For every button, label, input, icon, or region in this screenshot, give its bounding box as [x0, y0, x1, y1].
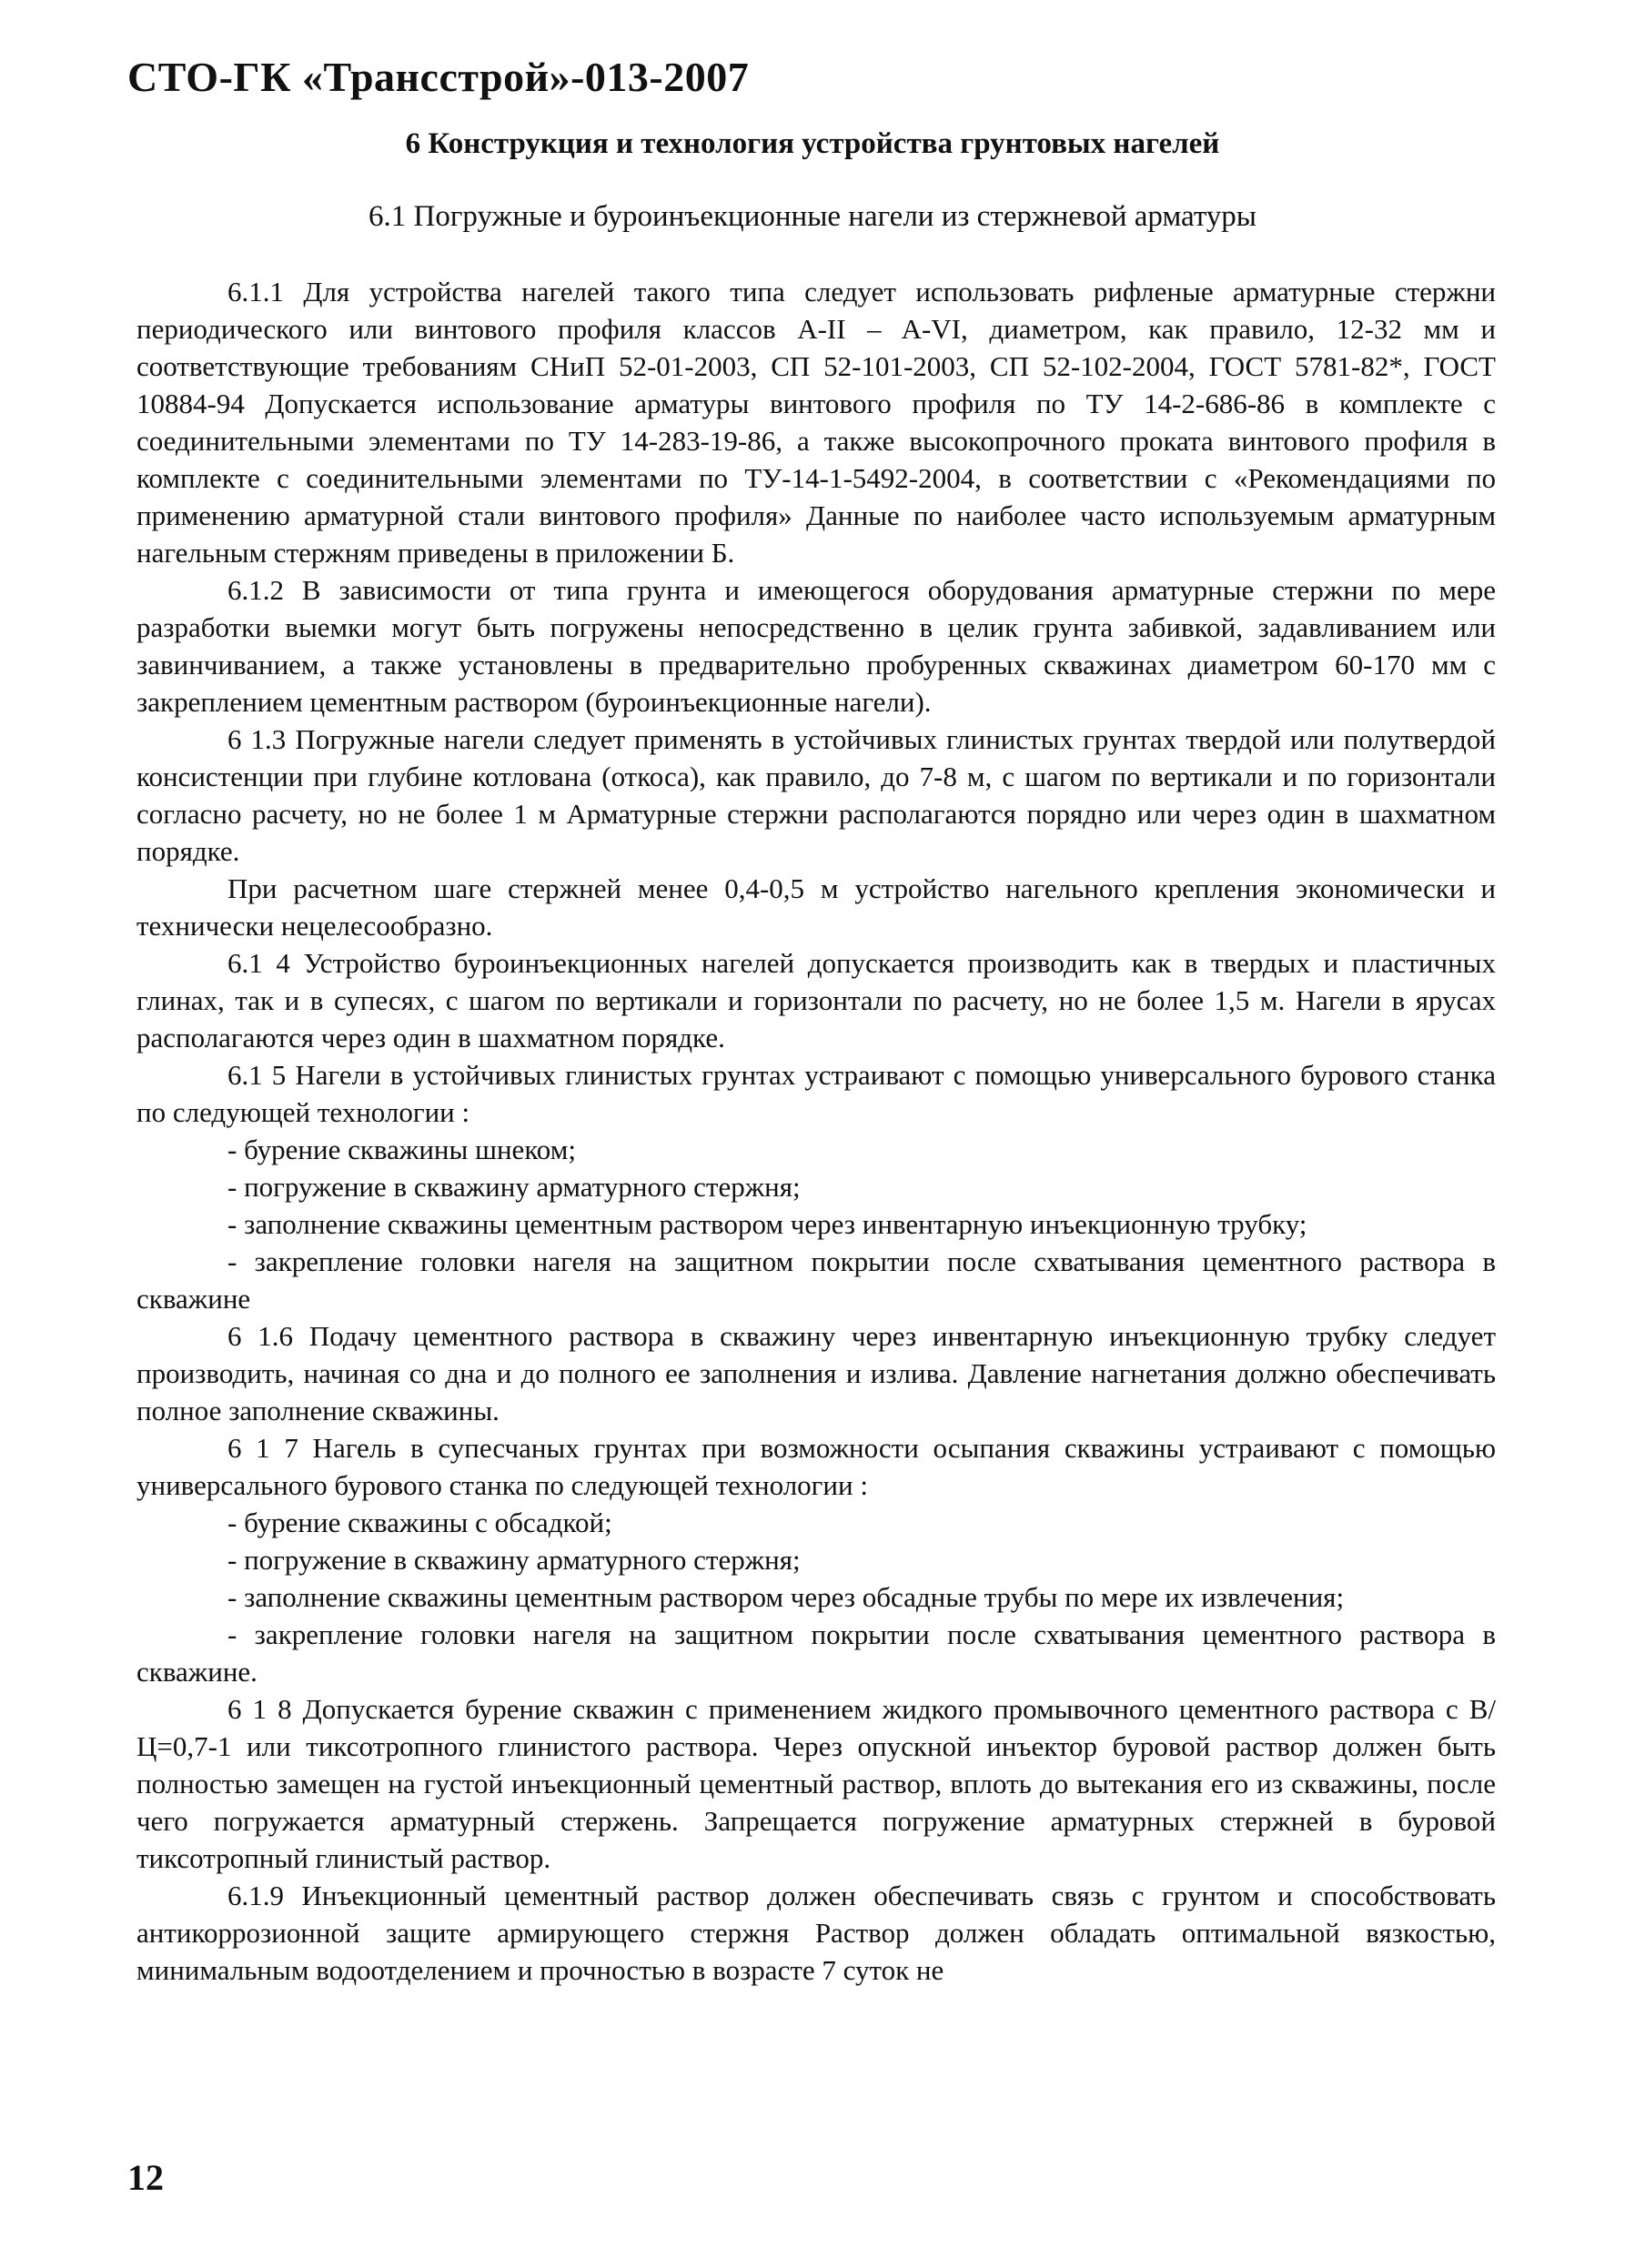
section-title: 6 Конструкция и технология устройства грунтовых нагелей — [405, 127, 1220, 160]
paragraph-6-1-8: 6 1 8 Допускается бурение скважин с применением жидкого промывочного цементного раствора с В/Ц=0,7-1 или тиксотропного глинистого раствора. Через опускной инъектор буровой раствор должен быть полностью замещен на густой инъекционный цементный раствор, вплоть до вытекания его из скважины, после чего погружается арматурный стержень. Запрещается погружение арматурных стержней в буровой тиксотропный глинистый раствор. — [136, 1693, 1496, 1874]
paragraph-step-note: При расчетном шаге стержней менее 0,4-0,5 м устройство нагельного крепления экономически и технически нецелесообразно. — [136, 872, 1496, 942]
paragraph-6-1-1: 6.1.1 Для устройства нагелей такого типа следует использовать рифленые арматурные стержни периодического или винтового профиля классов A-II – A-VI, диаметром, как правило, 12-32 мм и соответствующие требованиям СНиП 52-01-2003, СП 52-101-2003, СП 52-102-2004, ГОСТ 5781-82*, ГОСТ 10884-94 Допускается использование арматуры винтового профиля по ТУ 14-2-686-86 в комплекте с соединительными элементами по ТУ 14-283-19-86, а также высокопрочного проката винтового профиля в комплекте с соединительными элементами по ТУ-14-1-5492-2004, в соответствии с «Рекомендациями по применению арматурной стали винтового профиля» Данные по наиболее часто используемым арматурным нагельным стержням приведены в приложении Б. — [136, 276, 1496, 569]
paragraph-6-1-2: 6.1.2 В зависимости от типа грунта и имеющегося оборудования арматурные стержни по мере разработки выемки могут быть погружены непосредственно в целик грунта забивкой, задавливанием или завинчиванием, а также установлены в предварительно пробуренных скважинах диаметром 60-170 мм с закреплением цементным раствором (буроинъекционные нагели). — [136, 574, 1496, 718]
paragraph-6-1-3: 6 1.3 Погружные нагели следует применять в устойчивых глинистых грунтах твердой или полутвердой консистенции при глубине котлована (откоса), как правило, до 7-8 м, с шагом по вертикали и по горизонтали согласно расчету, но не более 1 м Арматурные стержни располагаются порядно или через один в шахматном порядке. — [136, 723, 1496, 867]
list-item: - заполнение скважины цементным раствором через инвентарную инъекционную трубку; — [227, 1208, 1307, 1240]
list-item: - бурение скважины шнеком; — [227, 1134, 576, 1165]
body-text — [136, 273, 1496, 1989]
page-number: 12 — [127, 2157, 164, 2198]
paragraph-6-1-9: 6.1.9 Инъекционный цементный раствор должен обеспечивать связь с грунтом и способствовать антикоррозионной защите армирующего стержня Раствор должен обладать оптимальной вязкостью, минимальным водоотделением и прочностью в возрасте 7 суток не — [136, 1880, 1496, 1986]
paragraph-6-1-5: 6.1 5 Нагели в устойчивых глинистых грунтах устраивают с помощью универсального бурового станка по следующей технологии : — [136, 1059, 1496, 1128]
list-item: - погружение в скважину арматурного стержня; — [227, 1171, 801, 1203]
list-item: - бурение скважины с обсадкой; — [227, 1507, 612, 1538]
paragraph-6-1-4: 6.1 4 Устройство буроинъекционных нагелей допускается производить как в твердых и пластичных глинах, так и в супесях, с шагом по вертикали и горизонтали по расчету, но не более 1,5 м. Нагели в ярусах располагаются через один в шахматном порядке. — [136, 947, 1496, 1053]
list-item: - закрепление головки нагеля на защитном покрытии после схватывания цементного раствора в скважине. — [136, 1618, 1496, 1688]
paragraph-6-1-7: 6 1 7 Нагель в супесчаных грунтах при возможности осыпания скважины устраивают с помощью универсального бурового станка по следующей технологии : — [136, 1432, 1496, 1501]
list-item: - закрепление головки нагеля на защитном покрытии после схватывания цементного раствора в скважине — [136, 1245, 1496, 1315]
document-code-header: СТО-ГК «Трансстрой»-013-2007 — [127, 54, 750, 100]
list-item: - заполнение скважины цементным раствором через обсадные трубы по мере их извлечения; — [227, 1581, 1345, 1613]
subsection-title: 6.1 Погружные и буроинъекционные нагели из стержневой арматуры — [368, 200, 1257, 233]
list-item: - погружение в скважину арматурного стержня; — [227, 1544, 801, 1576]
paragraph-6-1-6: 6 1.6 Подачу цементного раствора в скважину через инвентарную инъекционную трубку следует производить, начиная со дна и до полного ее заполнения и излива. Давление нагнетания должно обеспечивать полное заполнение скважины. — [136, 1320, 1496, 1426]
